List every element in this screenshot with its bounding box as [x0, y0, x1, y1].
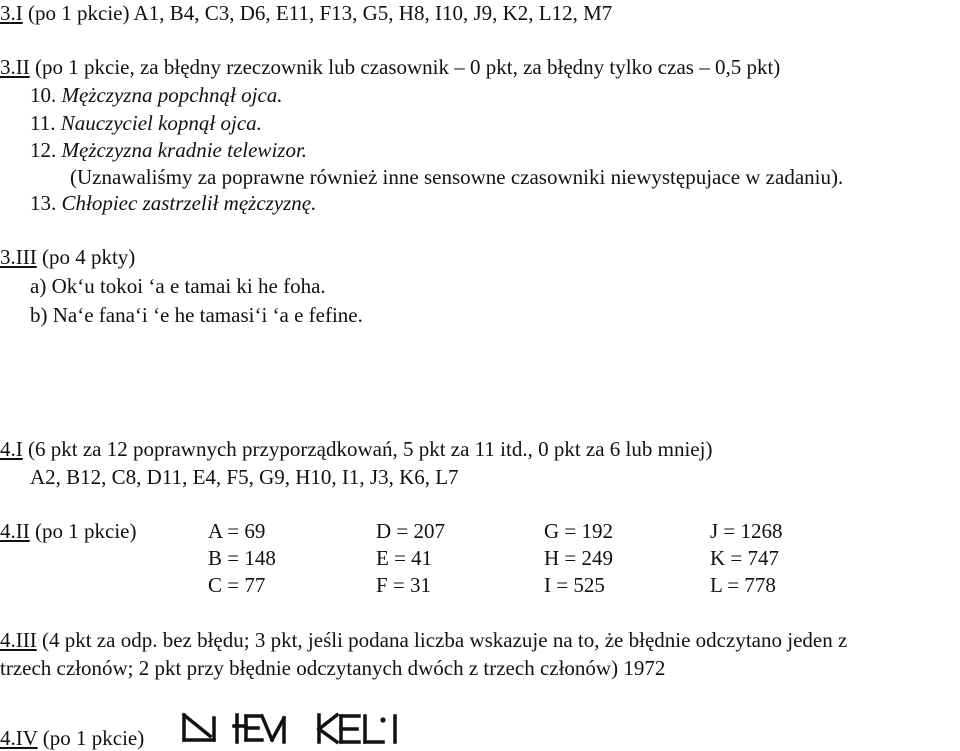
section-number: 4.I [0, 437, 23, 461]
section-4-1 [0, 436, 712, 462]
value-cell: A = 69 [208, 519, 266, 543]
section-text: (po 4 pkty) [36, 245, 136, 269]
value-cell: F = 31 [376, 573, 432, 597]
answer-12: 12. Mężczyzna kradnie telewizor. [30, 138, 308, 162]
value-cell: B = 148 [208, 546, 276, 570]
section-text: (po 1 pkcie) A1, B4, C3, D6, E11, F13, G5, H8, I10, J9, K2, L12, M7 [22, 1, 613, 25]
glyph-3 [315, 712, 411, 746]
section-3-1 [0, 0, 612, 26]
answer-a: a) Ok‘u tokoi ‘a e tamai ki he foha. [30, 274, 326, 298]
section-text: (6 pkt za 12 poprawnych przyporządkowań, 5 pkt za 11 itd., 0 pkt za 6 lub mniej) [22, 437, 713, 461]
value-cell: L = 778 [710, 573, 776, 597]
section-number: 3.III [0, 245, 37, 269]
section-number: 3.II [0, 55, 30, 79]
section-4-2 [0, 518, 136, 544]
value-cell: D = 207 [376, 519, 446, 543]
section-text: (po 1 pkcie) [37, 726, 145, 750]
value-cell: C = 77 [208, 573, 266, 597]
glyph-2 [232, 712, 300, 746]
section-number: 4.IV [0, 726, 38, 750]
section-number: 3.I [0, 1, 23, 25]
section-4-4 [0, 725, 144, 751]
section-4-3 [0, 627, 847, 653]
answer-10: 10. Mężczyzna popchnął ojca. [30, 83, 283, 107]
section-3-3 [0, 244, 135, 270]
value-cell: I = 525 [544, 573, 605, 597]
grading-note: (Uznawaliśmy za poprawne również inne sensowne czasowniki niewystępujace w zadaniu). [70, 165, 844, 189]
section-text: (po 1 pkcie, za błędny rzeczownik lub czasownik – 0 pkt, za błędny tylko czas – 0,5 pkt) [29, 55, 781, 79]
section-number: 4.II [0, 519, 30, 543]
answer-b: b) Na‘e fana‘i ‘e he tamasi‘i ‘a e fefine. [30, 303, 363, 327]
glyph-1 [180, 712, 220, 746]
value-cell: J = 1268 [710, 519, 783, 543]
answer-matching: A2, B12, C8, D11, E4, F5, G9, H10, I1, J3, K6, L7 [30, 465, 459, 489]
value-cell: E = 41 [376, 546, 433, 570]
section-text: (4 pkt za odp. bez błędu; 3 pkt, jeśli podana liczba wskazuje na to, że błędnie odczytano jeden z [36, 628, 848, 652]
answer-11: 11. Nauczyciel kopnął ojca. [30, 111, 262, 135]
answer-13: 13. Chłopiec zastrzelił mężczyznę. [30, 191, 317, 215]
section-number: 4.III [0, 628, 37, 652]
section-4-3-continuation: trzech członów; 2 pkt przy błędnie odczytanych dwóch z trzech członów) 1972 [0, 656, 666, 680]
value-cell: G = 192 [544, 519, 614, 543]
value-cell: K = 747 [710, 546, 780, 570]
section-text: (po 1 pkcie) [29, 519, 137, 543]
section-3-2 [0, 54, 780, 80]
value-cell: H = 249 [544, 546, 614, 570]
